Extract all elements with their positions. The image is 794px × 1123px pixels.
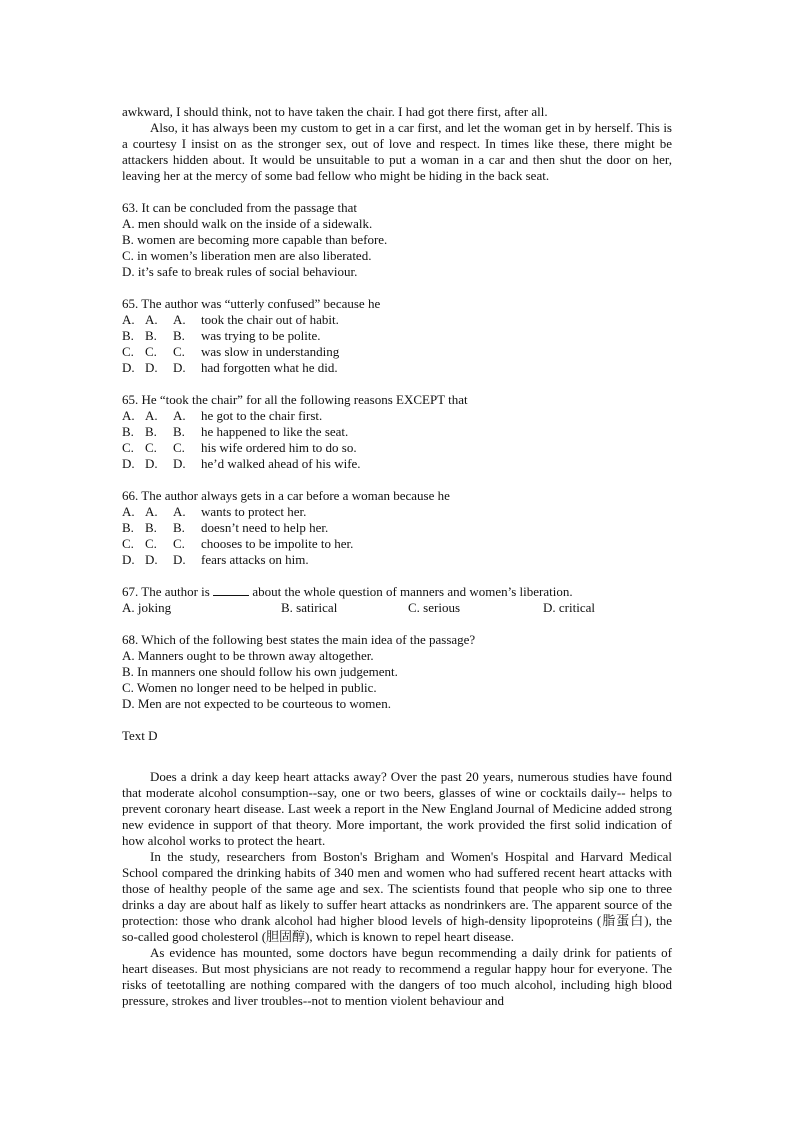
question-67 [122,584,672,616]
option-b: B. B. B. doesn’t need to help her. [122,520,329,535]
option-a: A. Manners ought to be thrown away altogether. [122,648,374,663]
option-c: C. serious [408,600,460,615]
option-d: D. it’s safe to break rules of social behaviour. [122,264,358,279]
question-65 [122,392,672,472]
option-b: B. B. B. he happened to like the seat. [122,424,349,439]
question-stem: 67. The author is about the whole question of manners and women’s liberation. [122,584,573,599]
option-d: D. critical [543,600,595,615]
option-c: C. Women no longer need to be helped in public. [122,680,377,695]
answer-blank [213,585,249,596]
text-d-para2: In the study, researchers from Boston's Brigham and Women's Hospital and Harvard Medical School compared the drinking habits of 340 men and women who had suffered recent heart attacks with those of healthy people of the same age and sex. The scientists found that people who sip one to three drinks a day are about half as likely to suffer heart attacks as nondrinkers are. The apparent source of the protection: those who drank alcohol had higher blood levels of high-density lipoproteins (脂蛋白), the so-called good cholesterol (胆固醇), which is known to repel heart disease. [122,849,672,944]
question-stem: 63. It can be concluded from the passage that [122,200,357,215]
passage-c-para2: Also, it has always been my custom to get in a car first, and let the woman get in by herself. This is a courtesy I insist on as the stronger sex, out of love and respect. In times like these, there might be attackers hidden about. It would be unsuitable to put a woman in a car and then shut the door on her, leaving her at the mercy of some bad fellow who might be hiding in the back seat. [122,120,672,183]
question-stem: 66. The author always gets in a car before a woman because he [122,488,450,503]
question-stem: 65. He “took the chair” for all the following reasons EXCEPT that [122,392,468,407]
option-b: B. In manners one should follow his own judgement. [122,664,398,679]
document-body [122,104,672,1009]
question-66 [122,488,672,568]
option-c: C. C. C. his wife ordered him to do so. [122,440,357,455]
question-stem: 68. Which of the following best states the main idea of the passage? [122,632,476,647]
question-63 [122,200,672,280]
option-a: A. A. A. took the chair out of habit. [122,312,339,327]
option-b: B. women are becoming more capable than before. [122,232,388,247]
option-c: C. in women’s liberation men are also liberated. [122,248,372,263]
option-c: C. C. C. chooses to be impolite to her. [122,536,354,551]
option-a: A. A. A. he got to the chair first. [122,408,323,423]
option-d: D. Men are not expected to be courteous to women. [122,696,391,711]
option-d: D. D. D. fears attacks on him. [122,552,309,567]
option-d: D. D. D. had forgotten what he did. [122,360,338,375]
options-row [122,600,672,616]
question-64 [122,296,672,376]
text-d-para1: Does a drink a day keep heart attacks away? Over the past 20 years, numerous studies have found that moderate alcohol consumption--say, one or two beers, glasses of wine or cocktails daily-- helps to prevent coronary heart disease. Last week a report in the New England Journal of Medicine added strong new evidence in support of that theory. More important, the work provided the first solid indication of how alcohol works to protect the heart. [122,769,672,848]
option-a: A. joking [122,600,172,615]
question-68 [122,632,672,712]
text-d-heading: Text D [122,728,158,743]
question-stem: 65. The author was “utterly confused” because he [122,296,381,311]
text-d-para3: As evidence has mounted, some doctors have begun recommending a daily drink for patients of heart diseases. But most physicians are not ready to recommend a regular happy hour for everyone. The risks of teetotalling are nothing compared with the dangers of too much alcohol, including high blood pressure, strokes and liver troubles--not to mention violent behaviour and [122,945,672,1008]
option-c: C. C. C. was slow in understanding [122,344,340,359]
option-b: B. satirical [281,600,338,615]
passage-c-para1-tail: awkward, I should think, not to have taken the chair. I had got there first, after all. [122,104,548,119]
option-a: A. A. A. wants to protect her. [122,504,307,519]
option-a: A. men should walk on the inside of a sidewalk. [122,216,373,231]
option-d: D. D. D. he’d walked ahead of his wife. [122,456,361,471]
option-b: B. B. B. was trying to be polite. [122,328,321,343]
